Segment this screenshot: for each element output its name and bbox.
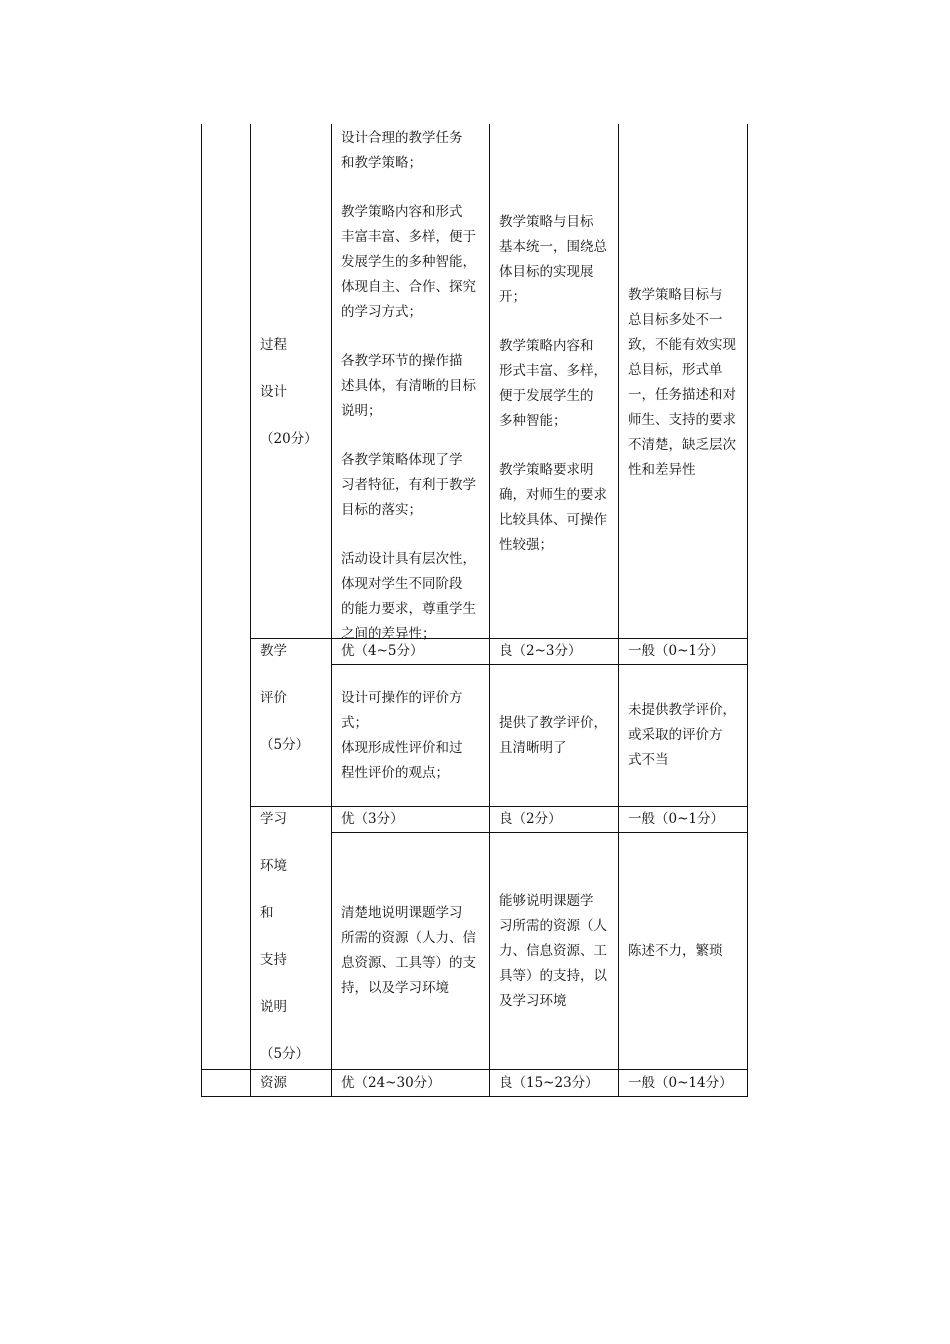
criteria-paragraph: 教学策略与目标 基本统一，围绕总 体目标的实现展 开； xyxy=(499,214,607,305)
env-grade-excellent xyxy=(341,807,487,832)
criteria-paragraph: 教学策略内容和形式 丰富丰富、多样，便于 发展学生的多种智能， 体现自主、合作、探究 的学习方式； xyxy=(341,204,476,320)
criteria-paragraph: 设计合理的教学任务 和教学策略； xyxy=(341,130,463,171)
process-design-label-line: 设计 xyxy=(260,384,287,400)
env-excellent-cell xyxy=(341,833,487,1069)
criteria-paragraph: 陈述不力，繁琐 xyxy=(628,942,723,959)
resources-grade-average xyxy=(628,1070,746,1096)
criteria-paragraph: 未提供教学评价， 或采取的评价方 式不当 xyxy=(628,702,736,768)
table-border-col2 xyxy=(331,124,332,1097)
criteria-paragraph: 设计可操作的评价方 式； 体现形成性评价和过 程性评价的观点； xyxy=(341,689,463,781)
table-border-left xyxy=(201,124,202,1097)
grade-label: 良（2分） xyxy=(499,811,562,827)
grade-label: 优（4~5分） xyxy=(341,643,424,659)
criteria-paragraph: 教学策略目标与 总目标多处不一 致，不能有效实现 总目标，形式单 一，任务描述和对 师生、支持的要求 不清楚，缺乏层次 性和差异性 xyxy=(628,287,736,478)
learning-environment-label-line: （5分） xyxy=(260,1046,310,1062)
process-design-good-cell xyxy=(499,210,617,558)
eval-grade-good xyxy=(499,639,617,664)
learning-environment-label-line: 学习 xyxy=(260,811,287,827)
process-design-excellent-cell xyxy=(341,126,487,647)
eval-good-cell xyxy=(499,665,617,806)
teaching-evaluation-label-line: （5分） xyxy=(260,737,310,753)
table-border-right xyxy=(747,124,748,1097)
criteria-paragraph: 活动设计具有层次性， 体现对学生不同阶段 的能力要求，尊重学生 之间的差异性； xyxy=(341,551,476,642)
learning-environment-label-line: 和 xyxy=(260,905,274,921)
grade-label: 一般（0~1分） xyxy=(628,643,724,659)
learning-environment-label-line: 环境 xyxy=(260,858,287,874)
criteria-paragraph: 提供了教学评价， 且清晰明了 xyxy=(499,714,607,756)
learning-environment-label-line: 支持 xyxy=(260,952,287,968)
env-grade-average xyxy=(628,807,746,832)
teaching-evaluation-label xyxy=(260,628,330,769)
criteria-paragraph: 清楚地说明课题学习 所需的资源（人力、信 息资源、工具等）的支 持，以及学习环境 xyxy=(341,905,476,996)
env-good-cell xyxy=(499,833,617,1069)
criteria-paragraph: 各教学策略体现了学 习者特征，有利于教学 目标的落实； xyxy=(341,452,476,518)
eval-average-cell xyxy=(628,665,746,806)
grade-label: 一般（0~14分） xyxy=(628,1074,733,1091)
learning-environment-label xyxy=(260,796,330,1078)
resources-label xyxy=(260,1070,330,1096)
resources-grade-good xyxy=(499,1070,617,1096)
eval-excellent-cell xyxy=(341,665,487,806)
table-border-col3 xyxy=(489,124,490,1097)
resources-label-text: 资源 xyxy=(260,1074,287,1091)
grade-label: 良（2~3分） xyxy=(499,643,582,659)
criteria-paragraph: 各教学环节的操作描 述具体，有清晰的目标 说明； xyxy=(341,353,476,419)
resources-grade-excellent xyxy=(341,1070,487,1096)
env-average-cell xyxy=(628,833,746,1069)
process-design-label xyxy=(260,322,330,463)
process-design-average-cell xyxy=(628,283,746,483)
process-design-label-line: （20分） xyxy=(260,431,318,447)
criteria-paragraph: 能够说明课题学 习所需的资源（人 力、信息资源、工 具等）的支持，以 及学习环境 xyxy=(499,892,607,1009)
teaching-evaluation-label-line: 教学 xyxy=(260,643,287,659)
teaching-evaluation-label-line: 评价 xyxy=(260,690,287,706)
eval-grade-excellent xyxy=(341,639,487,664)
eval-grade-average xyxy=(628,639,746,664)
grade-label: 优（3分） xyxy=(341,811,404,827)
process-design-label-line: 过程 xyxy=(260,337,287,353)
criteria-paragraph: 教学策略要求明 确，对师生的要求 比较具体、可操作 性较强； xyxy=(499,462,607,553)
env-grade-good xyxy=(499,807,617,832)
grade-label: 良（15~23分） xyxy=(499,1074,599,1091)
table-border-col4 xyxy=(618,124,619,1097)
grade-label: 优（24~30分） xyxy=(341,1074,441,1091)
table-border-col1 xyxy=(250,124,251,1097)
grade-label: 一般（0~1分） xyxy=(628,811,724,827)
criteria-paragraph: 教学策略内容和 形式丰富、多样， 便于发展学生的 多种智能； xyxy=(499,338,607,429)
table-border-bottom xyxy=(201,1096,748,1097)
learning-environment-label-line: 说明 xyxy=(260,999,287,1015)
